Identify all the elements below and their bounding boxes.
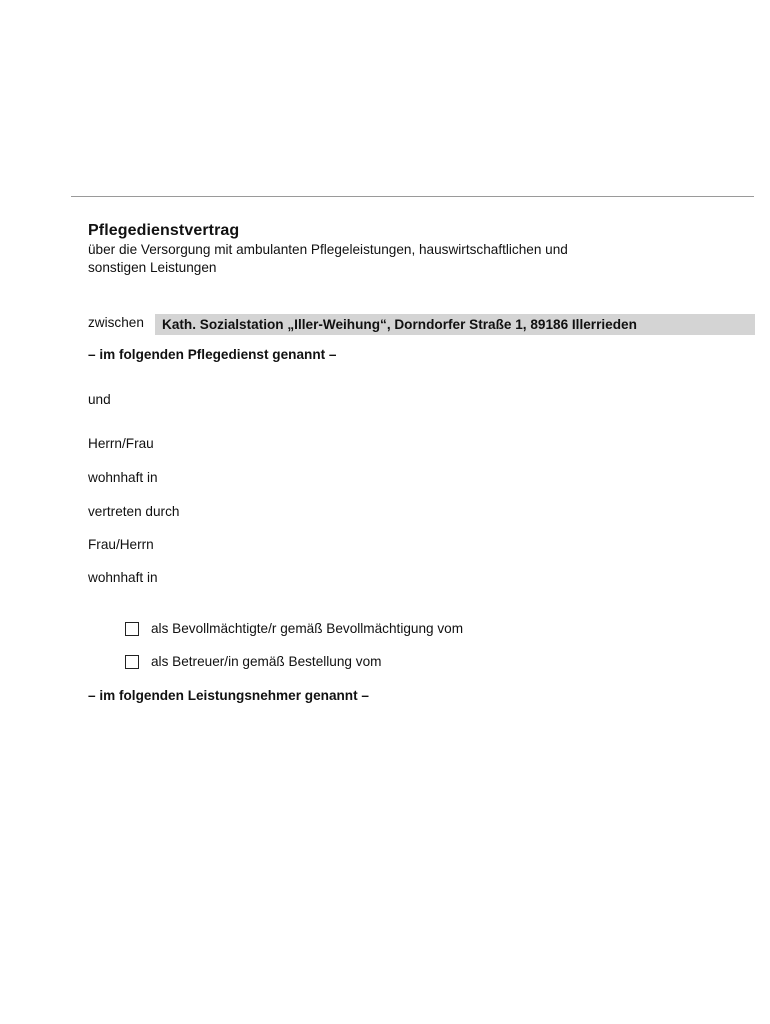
power-of-attorney-label: als Bevollmächtigte/r gemäß Bevollmächtigung vom: [151, 621, 464, 636]
recipient-designation: – im folgenden Leistungsnehmer genannt –: [88, 688, 369, 703]
guardian-label: als Betreuer/in gemäß Bestellung vom: [151, 654, 382, 669]
document-title: Pflegedienstvertrag: [88, 222, 240, 239]
between-label: zwischen: [88, 315, 144, 330]
representative-residence-label: wohnhaft in: [88, 570, 158, 585]
power-of-attorney-checkbox[interactable]: [125, 622, 139, 636]
option-power-of-attorney[interactable]: [125, 621, 463, 636]
and-label: und: [88, 392, 111, 407]
provider-field[interactable]: Kath. Sozialstation „Iller-Weihung“, Dorndorfer Straße 1, 89186 Illerrieden: [155, 314, 755, 335]
subtitle-line-2: sonstigen Leistungen: [88, 260, 217, 275]
residence-label: wohnhaft in: [88, 470, 158, 485]
document-subtitle: [88, 241, 688, 277]
represented-label: vertreten durch: [88, 504, 180, 519]
representative-label: Frau/Herrn: [88, 537, 154, 552]
header-divider: [71, 196, 754, 197]
provider-designation: – im folgenden Pflegedienst genannt –: [88, 347, 337, 362]
option-guardian[interactable]: [125, 654, 381, 669]
subtitle-line-1: über die Versorgung mit ambulanten Pflegeleistungen, hauswirtschaftlichen und: [88, 242, 568, 257]
guardian-checkbox[interactable]: [125, 655, 139, 669]
person-label: Herrn/Frau: [88, 436, 154, 451]
